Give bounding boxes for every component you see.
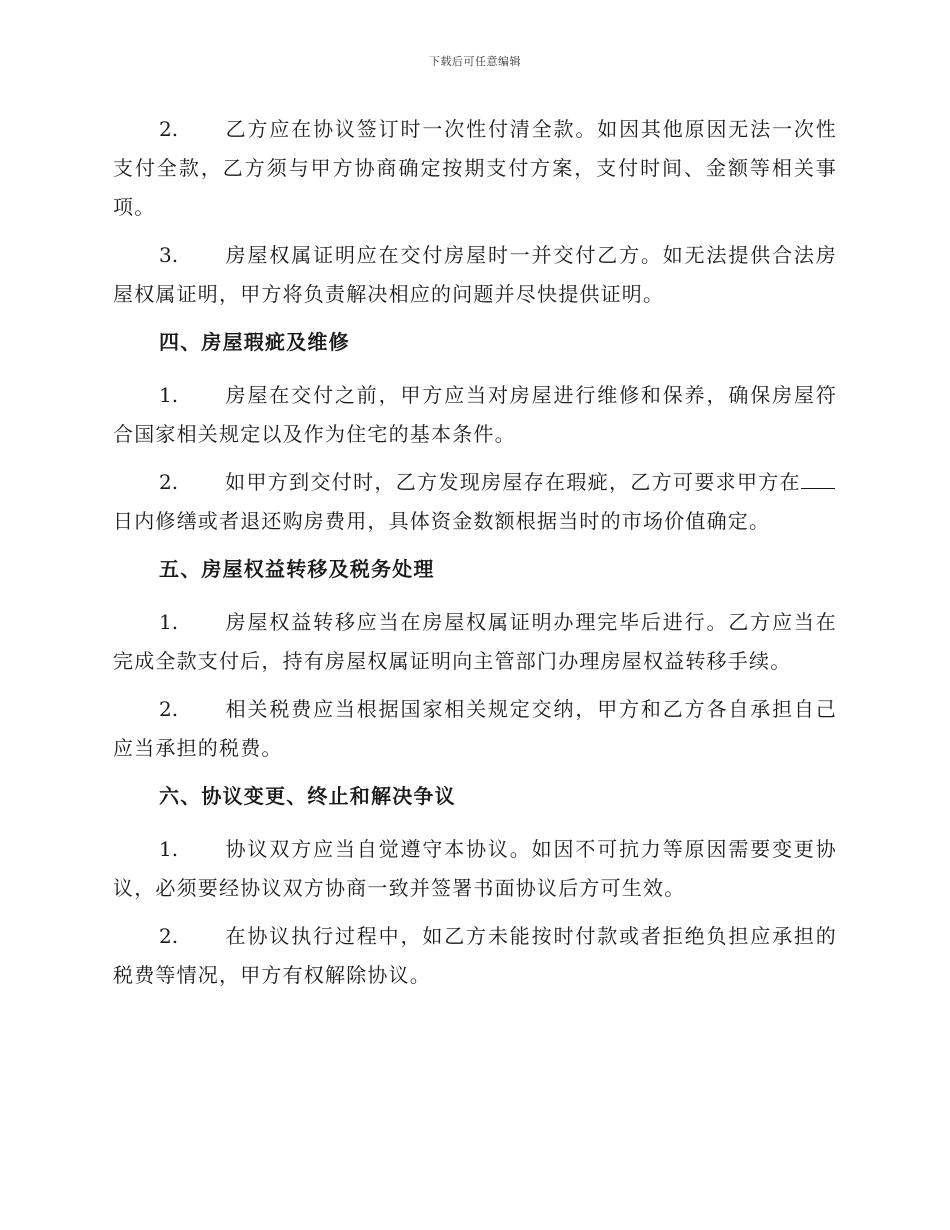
page-header: 下载后可任意编辑 — [429, 55, 521, 68]
clause-6-2 — [113, 917, 837, 995]
clause-text-before-blank: 如甲方到交付时，乙方发现房屋存在瑕疵，乙方可要求甲方在 — [225, 470, 801, 494]
clause-text: 房屋权属证明应在交付房屋时一并交付乙方。如无法提供合法房屋权属证明，甲方将负责解决相应的问题并尽快提供证明。 — [113, 243, 837, 306]
clause-number: 2. — [159, 924, 179, 948]
clause-text: 房屋在交付之前，甲方应当对房屋进行维修和保养，确保房屋符合国家相关规定以及作为住宅的基本条件。 — [113, 383, 837, 446]
document-body — [113, 110, 837, 1004]
clause-number: 2. — [159, 470, 179, 494]
clause-3-3 — [113, 236, 837, 314]
section-heading-4: 四、房屋瑕疵及维修 — [159, 330, 350, 354]
clause-number: 2. — [159, 117, 179, 141]
clause-5-2 — [113, 690, 837, 768]
clause-number: 3. — [159, 243, 179, 267]
clause-number: 1. — [159, 610, 179, 634]
clause-number: 1. — [159, 837, 179, 861]
clause-6-1 — [113, 830, 837, 908]
clause-4-2 — [113, 463, 837, 541]
clause-number: 1. — [159, 383, 179, 407]
clause-text: 在协议执行过程中，如乙方未能按时付款或者拒绝负担应承担的税费等情况，甲方有权解除协议。 — [113, 924, 837, 987]
clause-number: 2. — [159, 697, 179, 721]
fill-in-blank — [801, 466, 835, 489]
clause-text: 乙方应在协议签订时一次性付清全款。如因其他原因无法一次性支付全款，乙方须与甲方协商确定按期支付方案，支付时间、金额等相关事项。 — [113, 117, 837, 219]
clause-text: 协议双方应当自觉遵守本协议。如因不可抗力等原因需要变更协议，必须要经协议双方协商一致并签署书面协议后方可生效。 — [113, 837, 837, 900]
clause-text-after-blank: 日内修缮或者退还购房费用，具体资金数额根据当时的市场价值确定。 — [113, 509, 771, 533]
clause-3-2 — [113, 110, 837, 227]
clause-4-1 — [113, 376, 837, 454]
section-heading-6: 六、协议变更、终止和解决争议 — [159, 784, 456, 808]
clause-5-1 — [113, 603, 837, 681]
clause-text: 房屋权益转移应当在房屋权属证明办理完毕后进行。乙方应当在完成全款支付后，持有房屋权属证明向主管部门办理房屋权益转移手续。 — [113, 610, 837, 673]
section-heading-5: 五、房屋权益转移及税务处理 — [159, 557, 435, 581]
clause-text: 相关税费应当根据国家相关规定交纳，甲方和乙方各自承担自己应当承担的税费。 — [113, 697, 837, 760]
